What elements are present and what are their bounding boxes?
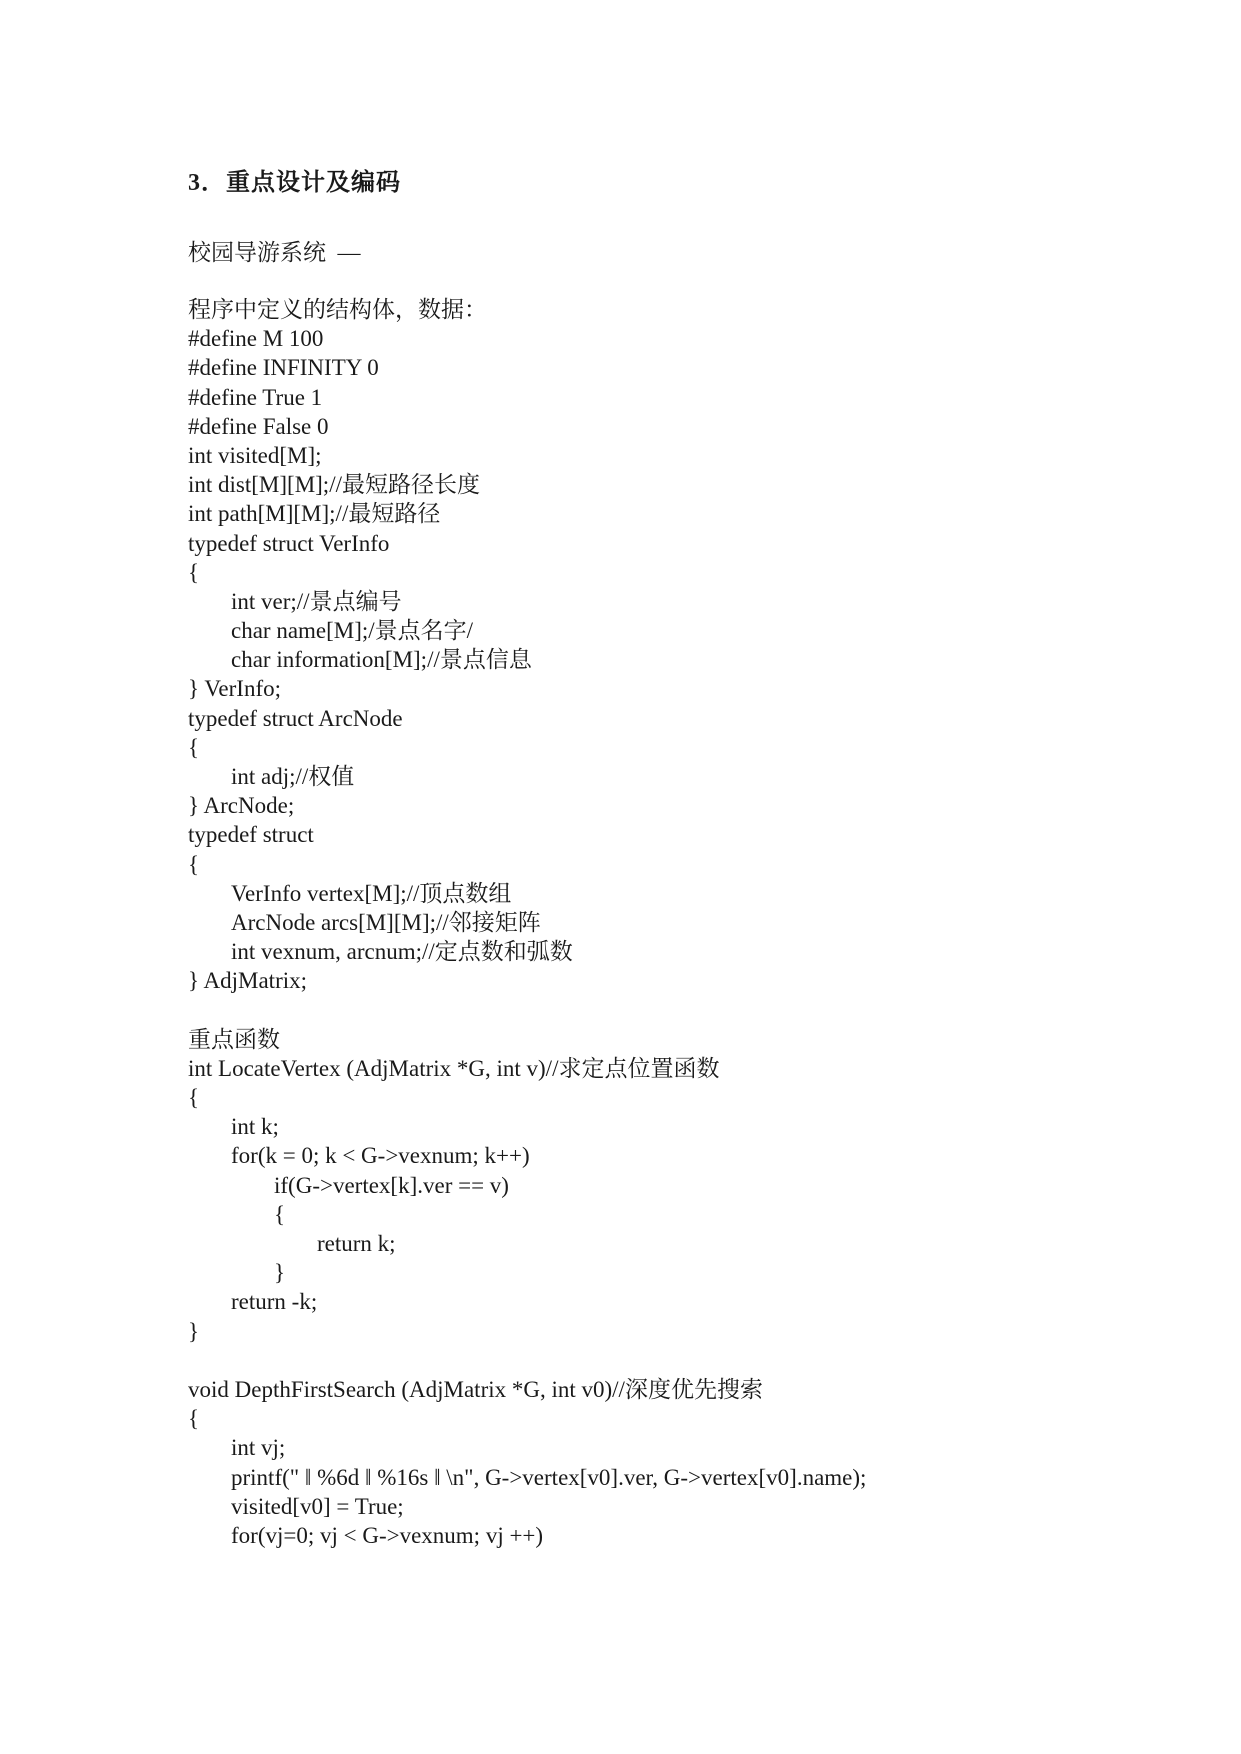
code-line: int dist[M][M];//最短路径长度 — [188, 472, 480, 498]
code-line: typedef struct — [188, 822, 314, 848]
code-line: return k; — [317, 1231, 396, 1256]
code-line: typedef struct ArcNode — [188, 705, 403, 731]
code-line: int path[M][M];//最短路径 — [188, 501, 441, 527]
code-line: int adj;//权值 — [231, 764, 355, 789]
code-line: for(vj=0; vj < G->vexnum; vj ++) — [231, 1522, 544, 1548]
code-line: char information[M];//景点信息 — [231, 647, 532, 673]
code-line: { — [188, 734, 200, 760]
code-listing — [188, 295, 1188, 1550]
code-line: int LocateVertex (AdjMatrix *G, int v)//求定点位置函数 — [188, 1055, 720, 1081]
code-line: } — [188, 1318, 200, 1344]
code-line: } VerInfo; — [188, 676, 282, 702]
section-subtitle: 校园导游系统 — — [188, 240, 361, 265]
code-line: printf(" ‖ %6d ‖ %16s ‖ \n", G->vertex[v0].ver, G->vertex[v0].name); — [231, 1464, 867, 1490]
code-line: 程序中定义的结构体，数据： — [188, 297, 487, 322]
code-line: #define False 0 — [188, 413, 329, 439]
code-line: int visited[M]; — [188, 442, 322, 468]
code-line: } ArcNode; — [188, 793, 295, 819]
code-line: { — [188, 1085, 200, 1111]
code-line: return -k; — [231, 1289, 318, 1315]
code-line: #define True 1 — [188, 384, 323, 410]
code-line: } — [274, 1260, 286, 1286]
code-line: int vexnum, arcnum;//定点数和弧数 — [231, 939, 573, 965]
code-line: typedef struct VerInfo — [188, 530, 390, 556]
code-line: { — [188, 1406, 200, 1432]
code-line: #define M 100 — [188, 326, 324, 352]
section-heading: 3．重点设计及编码 — [188, 170, 401, 196]
code-line: { — [274, 1201, 286, 1227]
code-line: visited[v0] = True; — [231, 1493, 404, 1519]
code-line: if(G->vertex[k].ver == v) — [274, 1172, 509, 1198]
code-line: char name[M];/景点名字/ — [231, 618, 474, 644]
code-line: void DepthFirstSearch (AdjMatrix *G, int v0)//深度优先搜索 — [188, 1376, 763, 1402]
blank-line — [188, 1346, 1188, 1375]
code-line: int k; — [231, 1114, 279, 1140]
code-line: int ver;//景点编号 — [231, 588, 402, 614]
code-line: 重点函数 — [188, 1026, 280, 1052]
code-line: { — [188, 559, 200, 585]
document-page — [188, 0, 1188, 1754]
code-line: #define INFINITY 0 — [188, 355, 379, 381]
code-line: { — [188, 851, 200, 877]
code-line: ArcNode arcs[M][M];//邻接矩阵 — [231, 909, 541, 935]
code-line: for(k = 0; k < G->vexnum; k++) — [231, 1143, 530, 1169]
code-line: } AdjMatrix; — [188, 968, 308, 994]
code-line: VerInfo vertex[M];//顶点数组 — [231, 880, 512, 906]
code-line: int vj; — [231, 1435, 286, 1461]
blank-line — [188, 996, 1188, 1025]
